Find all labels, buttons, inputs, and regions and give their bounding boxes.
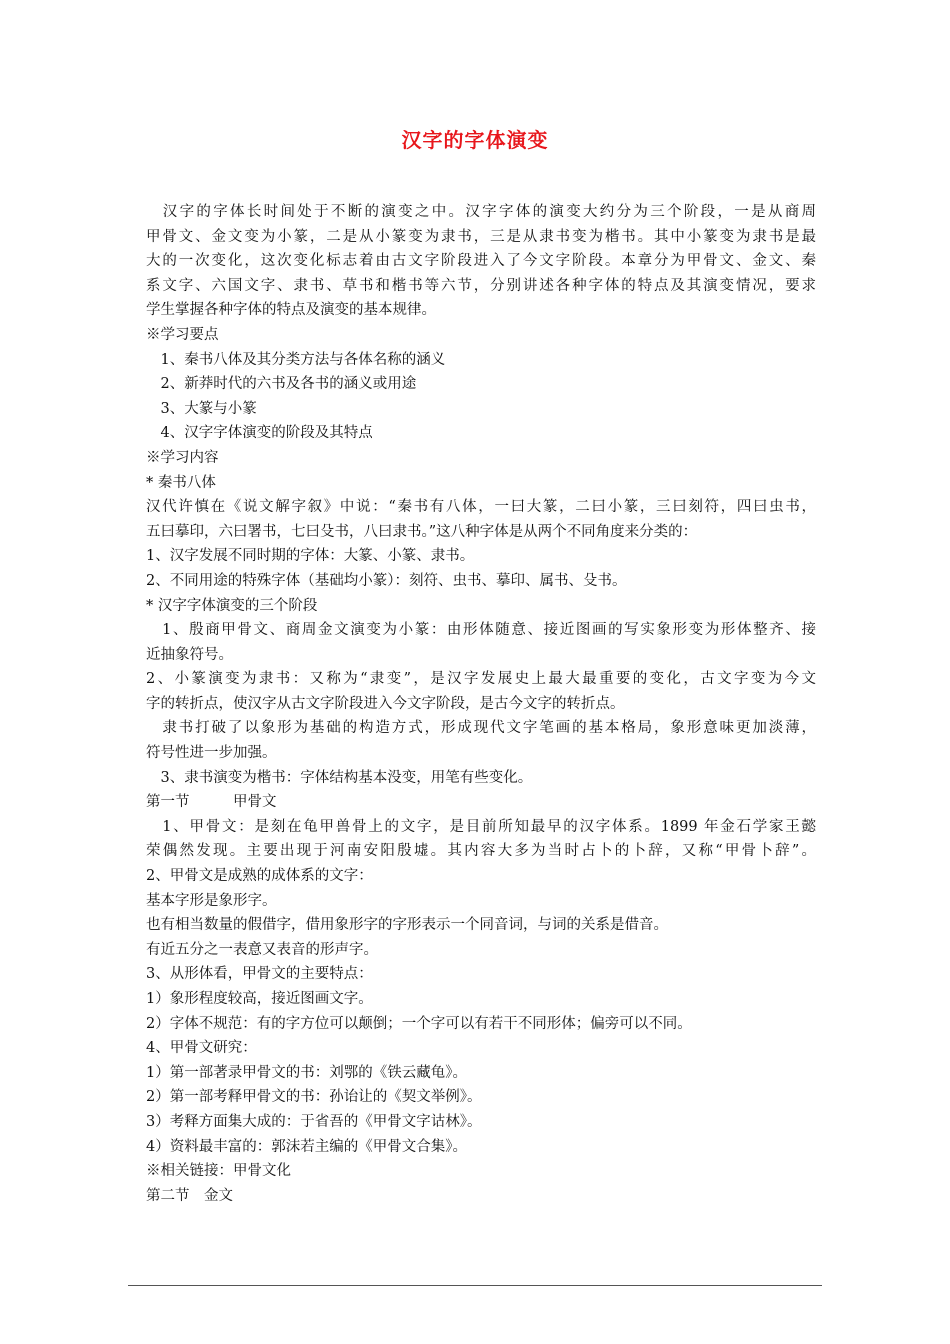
body-line: 系文字、六国文字、隶书、草书和楷书等六节，分别讲述各种字体的特点及其演变情况，要求 xyxy=(146,277,816,294)
body-line: 汉字的字体长时间处于不断的演变之中。汉字字体的演变大约分为三个阶段，一是从商周 xyxy=(146,204,816,220)
list-item: 4、汉字字体演变的阶段及其特点 xyxy=(146,425,373,442)
body-line: 五曰摹印，六曰署书，七曰殳书，八曰隶书。”这八种字体是从两个不同角度来分类的： xyxy=(146,523,698,540)
list-item: 1、秦书八体及其分类方法与各体名称的涵义 xyxy=(146,351,446,368)
body-line: 也有相当数量的假借字，借用象形字的字形表示一个同音词，与词的关系是借音。 xyxy=(146,917,668,934)
body-line: 1、殷商甲骨文、商周金文演变为小篆：由形体随意、接近图画的写实象形变为形体整齐、接 xyxy=(146,622,816,639)
body-line: 基本字形是象形字。 xyxy=(146,892,277,909)
body-line: 近抽象符号。 xyxy=(146,646,233,663)
body-line: 学生掌握各种字体的特点及演变的基本规律。 xyxy=(146,302,436,319)
list-item: 4、甲骨文研究： xyxy=(146,1040,257,1057)
document-title: 汉字的字体演变 xyxy=(401,128,549,152)
body-line: 字的转折点，使汉字从古文字阶段进入今文字阶段，是古今文字的转折点。 xyxy=(146,695,625,712)
list-item: 1、汉字发展不同时期的字体：大篆、小篆、隶书。 xyxy=(146,548,475,565)
body-line: 3、隶书演变为楷书：字体结构基本没变，用笔有些变化。 xyxy=(146,769,533,786)
document-body xyxy=(146,200,816,1208)
subsection-heading: * 秦书八体 xyxy=(146,474,216,491)
chapter-heading: 第一节 甲骨文 xyxy=(146,794,277,811)
list-item: 2）第一部考释甲骨文的书：孙诒让的《契文举例》。 xyxy=(146,1089,482,1106)
body-line: 汉代许慎在《说文解字叙》中说：“秦书有八体，一曰大篆，二曰小篆，三曰刻符，四曰虫书， xyxy=(146,499,816,516)
body-line: 有近五分之一表意又表音的形声字。 xyxy=(146,941,378,958)
body-line: 符号性进一步加强。 xyxy=(146,745,277,762)
list-item: 3、大篆与小篆 xyxy=(146,400,257,417)
body-line: 2、小篆演变为隶书：又称为“隶变”，是汉字发展史上最大最重要的变化，古文字变为今文 xyxy=(146,671,816,688)
body-line: 1、甲骨文：是刻在龟甲兽骨上的文字，是目前所知最早的汉字体系。1899 年金石学家王懿 xyxy=(146,818,816,835)
chapter-heading: 第二节 金文 xyxy=(146,1187,233,1204)
list-item: 1）象形程度较高，接近图画文字。 xyxy=(146,991,373,1007)
list-item: 3、从形体看，甲骨文的主要特点： xyxy=(146,966,373,983)
list-item: 2、新莽时代的六书及各书的涵义或用途 xyxy=(146,376,417,393)
section-heading: ※学习内容 xyxy=(146,449,219,466)
body-line: 荣偶然发现。主要出现于河南安阳殷墟。其内容大多为当时占卜的卜辞，又称“甲骨卜辞”。 xyxy=(146,843,816,860)
related-link: ※相关链接：甲骨文化 xyxy=(146,1163,291,1180)
body-line: 甲骨文、金文变为小篆，二是从小篆变为隶书，三是从隶书变为楷书。其中小篆变为隶书是最 xyxy=(146,228,816,245)
list-item: 2、甲骨文是成熟的成体系的文字： xyxy=(146,868,373,885)
section-heading: ※学习要点 xyxy=(146,326,219,343)
body-line: 隶书打破了以象形为基础的构造方式，形成现代文字笔画的基本格局，象形意味更加淡薄， xyxy=(146,720,816,737)
body-line: 大的一次变化，这次变化标志着由古文字阶段进入了今文字阶段。本章分为甲骨文、金文、秦 xyxy=(146,253,816,270)
list-item: 2、不同用途的特殊字体（基础均小篆）：刻符、虫书、摹印、属书、殳书。 xyxy=(146,572,627,589)
list-item: 4）资料最丰富的：郭沫若主编的《甲骨文合集》。 xyxy=(146,1138,467,1155)
list-item: 1）第一部著录甲骨文的书：刘鄂的《铁云藏龟》。 xyxy=(146,1064,467,1081)
list-item: 3）考释方面集大成的：于省吾的《甲骨文字诂林》。 xyxy=(146,1113,482,1130)
subsection-heading: * 汉字字体演变的三个阶段 xyxy=(146,597,318,614)
footer-divider xyxy=(128,1285,822,1286)
list-item: 2）字体不规范：有的字方位可以颠倒；一个字可以有若干不同形体；偏旁可以不同。 xyxy=(146,1015,692,1032)
